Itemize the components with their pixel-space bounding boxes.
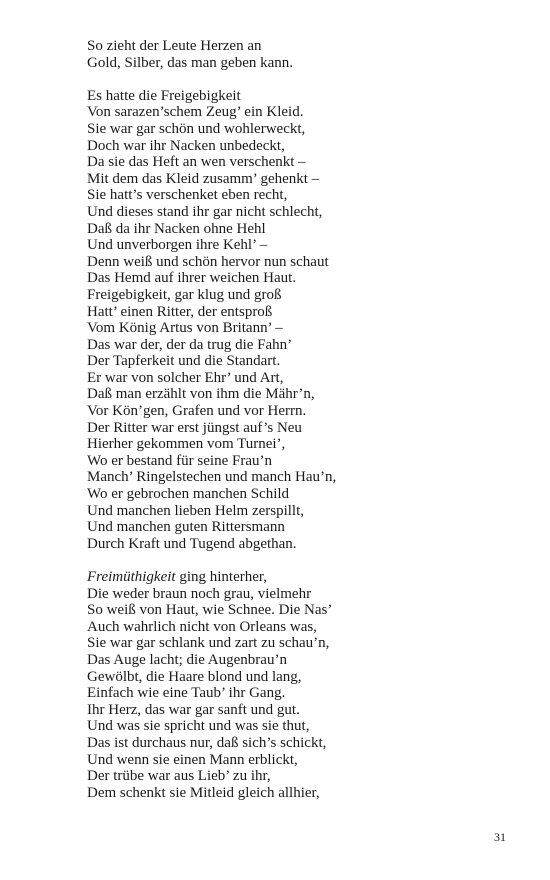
verse-line: Gewölbt, die Haare blond und lang, bbox=[87, 668, 302, 685]
verse-line: So weiß von Haut, wie Schnee. Die Nas’ bbox=[87, 602, 333, 619]
verse-line: Auch wahrlich nicht von Orleans was, bbox=[87, 618, 317, 635]
verse-line: Denn weiß und schön hervor nun schaut bbox=[87, 253, 329, 270]
verse-line: Sie war gar schlank und zart zu schau’n, bbox=[87, 635, 330, 652]
verse-line: Und dieses stand ihr gar nicht schlecht, bbox=[87, 203, 323, 220]
verse-line: Manch’ Ringelstechen und manch Hau’n, bbox=[87, 469, 337, 486]
verse-line: Gold, Silber, das man geben kann. bbox=[87, 54, 294, 71]
verse-line: Wo er gebrochen manchen Schild bbox=[87, 486, 290, 503]
verse-line: Das ist durchaus nur, daß sich’s schickt, bbox=[87, 734, 327, 751]
verse-line: Sie hatt’s verschenket eben recht, bbox=[87, 187, 288, 204]
verse-line: Vom König Artus von Britann’ – bbox=[87, 320, 283, 337]
verse-line: Wo er bestand für seine Frau’n bbox=[87, 452, 272, 469]
verse-line: Hierher gekommen vom Turnei’, bbox=[87, 436, 286, 453]
stanza bbox=[87, 38, 527, 71]
verse-line: So zieht der Leute Herzen an bbox=[87, 38, 262, 54]
verse-line: Einfach wie eine Taub’ ihr Gang. bbox=[87, 685, 286, 702]
verse-line: Daß da ihr Nacken ohne Hehl bbox=[87, 220, 266, 237]
verse-line: Der Ritter war erst jüngst auf’s Neu bbox=[87, 419, 302, 436]
verse-line: Und manchen lieben Helm zerspillt, bbox=[87, 502, 305, 519]
verse-line: Das Auge lacht; die Augenbrau’n bbox=[87, 651, 287, 668]
stanza bbox=[87, 569, 527, 801]
verse-line: Hatt’ einen Ritter, der entsproß bbox=[87, 303, 273, 320]
verse-line: Die weder braun noch grau, vielmehr bbox=[87, 585, 312, 602]
verse-line: Der Tapferkeit und die Standart. bbox=[87, 353, 281, 370]
verse-line: Freimüthigkeit ging hinterher, bbox=[87, 569, 268, 585]
verse-line: Von sarazen’schem Zeug’ ein Kleid. bbox=[87, 104, 304, 121]
verse-line: Durch Kraft und Tugend abgethan. bbox=[87, 535, 297, 552]
verse-line: Er war von solcher Ehr’ und Art, bbox=[87, 369, 284, 386]
verse-line: Da sie das Heft an wen verschenkt – bbox=[87, 154, 306, 171]
verse-line: Vor Kön’gen, Grafen und vor Herrn. bbox=[87, 403, 307, 420]
verse-line: Und was sie spricht und was sie thut, bbox=[87, 718, 310, 735]
verse-line: Es hatte die Freigebigkeit bbox=[87, 87, 241, 104]
page-number: 31 bbox=[494, 830, 506, 844]
verse-line: Und unverborgen ihre Kehl’ – bbox=[87, 237, 268, 254]
verse-line: Doch war ihr Nacken unbedeckt, bbox=[87, 137, 285, 154]
verse-line: Das Hemd auf ihrer weichen Haut. bbox=[87, 270, 297, 287]
verse-line: Der trübe war aus Lieb’ zu ihr, bbox=[87, 768, 271, 785]
verse-line: Mit dem das Kleid zusamm’ gehenkt – bbox=[87, 170, 320, 187]
poem-text bbox=[87, 38, 527, 801]
verse-line: Und wenn sie einen Mann erblickt, bbox=[87, 751, 298, 768]
verse-line: Dem schenkt sie Mitleid gleich allhier, bbox=[87, 784, 320, 801]
stanza bbox=[87, 88, 527, 553]
verse-line: Freigebigkeit, gar klug und groß bbox=[87, 286, 282, 303]
verse-line: Das war der, der da trug die Fahn’ bbox=[87, 336, 293, 353]
emphasized-word: Freimüthigkeit bbox=[87, 569, 176, 585]
verse-line: Sie war gar schön und wohlerweckt, bbox=[87, 120, 306, 137]
verse-line: Daß man erzählt von ihm die Mähr’n, bbox=[87, 386, 315, 403]
verse-line: Ihr Herz, das war gar sanft und gut. bbox=[87, 701, 300, 718]
verse-line: Und manchen guten Rittersmann bbox=[87, 519, 285, 536]
